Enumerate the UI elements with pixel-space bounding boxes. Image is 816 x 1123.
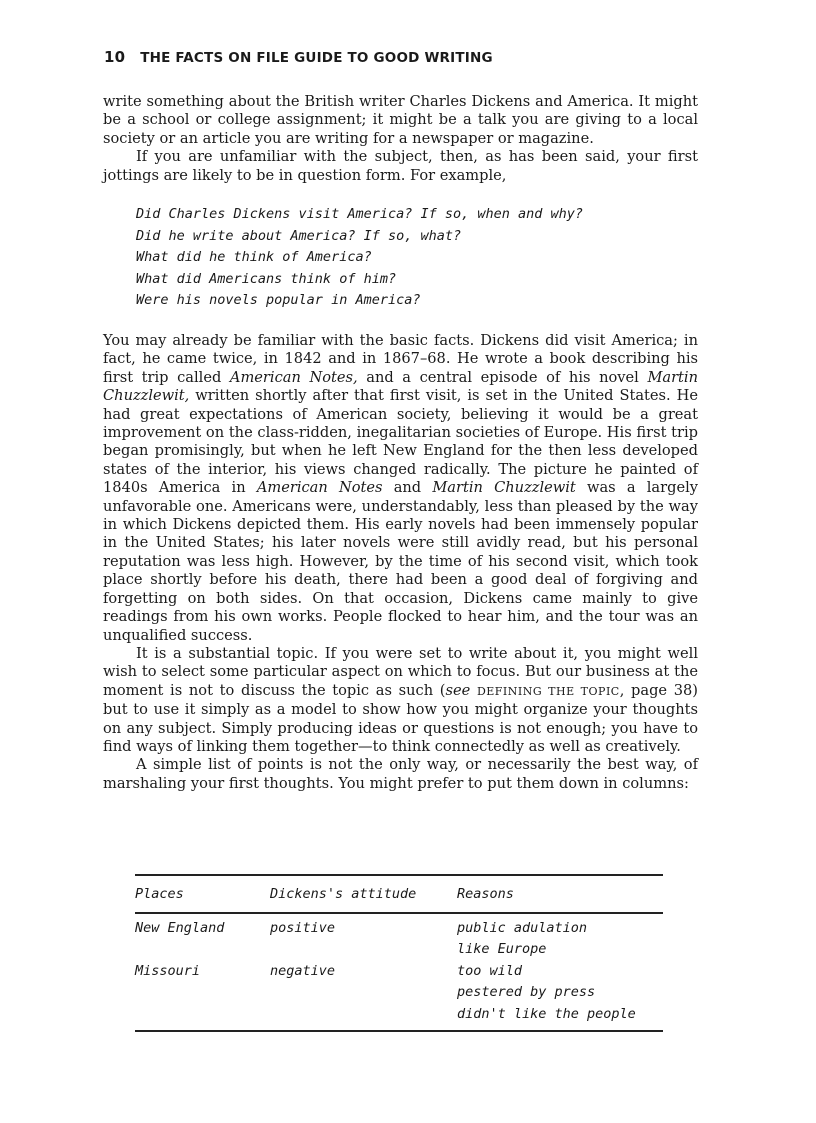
book-title: Martin Chuzzlewit — [432, 479, 576, 497]
text-run: written shortly after that first visit, is set in the United States. He had great expectations of American society, believing it would be a great improvement on the class-ridden, inegalitarian societies of Europe. His first trip began promisingly, but when he left New England for the then less developed states of the interior, his views changed radically. The picture he painted of 1840s America in — [103, 387, 698, 497]
question-list — [136, 204, 698, 312]
text-run: and a central episode of his novel — [357, 368, 648, 386]
text-run: It is a substantial topic. If you were set to write about it, you might well wish to select some particular aspect on which to focus. But our business at the moment is not to discuss the topic as such ( — [103, 644, 698, 699]
question-item: Did he write about America? If so, what? — [136, 227, 462, 244]
paragraph-1: write something about the British writer Charles Dickens and America. It might be a school or college assignment; it might be a talk you are giving to a local society or an article you are writing for a newspaper or magazine. — [103, 93, 698, 147]
table-cell: like Europe — [457, 941, 547, 958]
table-cell — [135, 1004, 270, 1026]
table-row — [135, 1004, 663, 1026]
table-cell — [135, 939, 270, 961]
header-reasons: Reasons — [457, 886, 514, 902]
text-run: was a largely unfavorable one. Americans were, understandably, less than pleased by the way in which Dickens depicted them. His early novels had been immensely popular in the United States; his later novels were still avidly read, but his personal reputation was less high. However, by the time of his second visit, which took place shortly before his death, there had been a good deal of forgiving and forgetting on both sides. On that occasion, Dickens came mainly to give readings from his own works. People flocked to hear him, and the tour was an unqualified success. — [103, 479, 698, 644]
columns-table — [135, 874, 663, 1032]
paragraph-3 — [103, 332, 698, 645]
table-row — [135, 918, 663, 940]
table-top-rule — [135, 874, 663, 876]
book-title: American Notes — [256, 479, 383, 497]
table-cell: public adulation — [457, 919, 588, 936]
book-title: Martin Chuzzlewit, — [103, 368, 698, 405]
book-title: American Notes, — [229, 368, 358, 386]
see-word: see — [445, 681, 471, 699]
question-item: Did Charles Dickens visit America? If so, when and why? — [136, 206, 584, 223]
text-run: and — [382, 479, 433, 497]
table-cell: too wild — [457, 962, 523, 979]
text-run: You may already be familiar with the basic facts. Dickens did visit America; in fact, he came twice, in 1842 and in 1867–68. He wrote a book describing his first trip called — [103, 332, 698, 386]
table-cell — [270, 1004, 457, 1026]
table-cell: pestered by press — [457, 984, 596, 1001]
table-header-row — [135, 884, 663, 906]
text-run: , page 38) but to use it simply as a model to show how you might organize your thoughts on any subject. Simply producing ideas or questions is not enough; you have to find ways of linking them together—to think connectedly as well as creatively. — [103, 681, 698, 755]
question-item: What did Americans think of him? — [136, 270, 397, 287]
running-header — [104, 48, 493, 66]
question-item: Were his novels popular in America? — [136, 292, 421, 309]
table-row — [135, 939, 663, 961]
table-cell — [135, 982, 270, 1004]
table-cell — [270, 982, 457, 1004]
paragraph-4 — [103, 645, 698, 756]
table-cell: negative — [270, 962, 336, 979]
cross-reference: DEFINING THE TOPIC — [476, 684, 620, 698]
body-text — [103, 93, 698, 793]
running-title: THE FACTS ON FILE GUIDE TO GOOD WRITING — [140, 50, 493, 66]
question-item: What did he think of America? — [136, 249, 372, 266]
table-cell: New England — [135, 919, 225, 936]
table-body — [135, 918, 663, 1026]
table-bottom-rule — [135, 1030, 663, 1032]
table-cell — [270, 939, 457, 961]
header-attitude: Dickens's attitude — [270, 886, 417, 902]
table-cell: positive — [270, 919, 336, 936]
table-row — [135, 961, 663, 983]
table-cell: Missouri — [135, 962, 201, 979]
table-header-rule — [135, 912, 663, 914]
page-number: 10 — [104, 48, 126, 66]
table-cell: didn't like the people — [457, 1005, 636, 1022]
header-places: Places — [135, 886, 184, 902]
table-row — [135, 982, 663, 1004]
paragraph-2: If you are unfamiliar with the subject, then, as has been said, your first jottings are likely to be in question form. For example, — [103, 148, 698, 184]
paragraph-5: A simple list of points is not the only way, or necessarily the best way, of marshaling your first thoughts. You might prefer to put them down in columns: — [103, 756, 698, 792]
